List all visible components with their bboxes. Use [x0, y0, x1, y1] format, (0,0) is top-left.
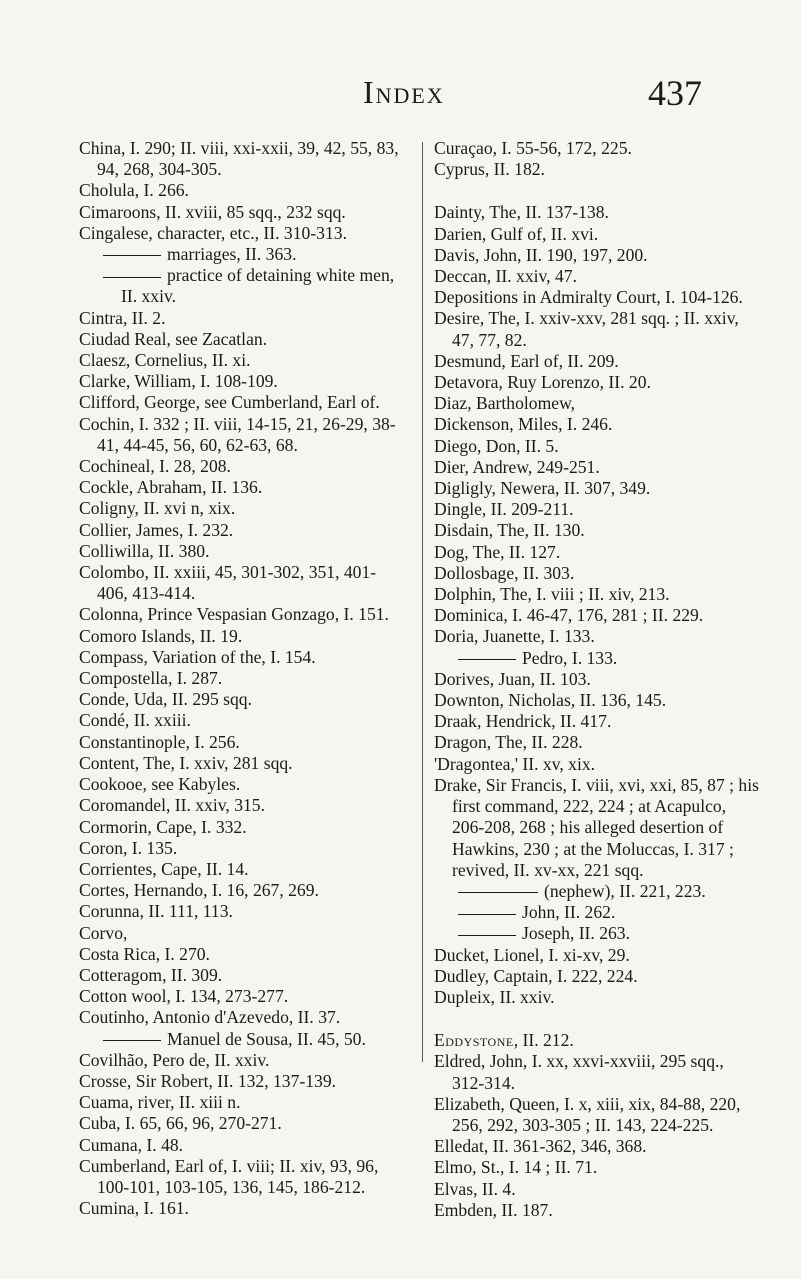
index-entry: Constantinople, I. 256.	[79, 731, 240, 752]
index-entry: Dier, Andrew, 249-251.	[434, 456, 600, 477]
index-entry: Dickenson, Miles, I. 246.	[434, 414, 613, 435]
index-entry: Cotteragom, II. 309.	[79, 964, 223, 985]
index-entry: Compass, Variation of the, I. 154.	[79, 646, 316, 667]
index-entry: Coromandel, II. xxiv, 315.	[79, 795, 266, 816]
index-entry: Deccan, II. xxiv, 47.	[434, 266, 577, 287]
index-entry: Embden, II. 187.	[434, 1199, 553, 1220]
index-entry: Davis, John, II. 190, 197, 200.	[434, 244, 648, 265]
index-entry: Corvo,	[79, 922, 128, 943]
index-entry: Elizabeth, Queen, I. x, xiii, xix, 84-88, 220, 256, 292, 303-305 ; II. 143, 224-225.	[434, 1093, 741, 1135]
index-subentry-text: (nephew), II. 221, 223.	[544, 880, 706, 901]
index-entry: Colliwilla, II. 380.	[79, 540, 210, 561]
index-entry: Coron, I. 135.	[79, 837, 178, 858]
index-entry: Compostella, I. 287.	[79, 668, 223, 689]
index-entry: Dainty, The, II. 137-138.	[434, 202, 609, 223]
index-entry: Coligny, II. xvi n, xix.	[79, 498, 236, 519]
index-entry: Ducket, Lionel, I. xi-xv, 29.	[434, 944, 630, 965]
ditto-dash	[458, 935, 516, 936]
index-entry: Downton, Nicholas, II. 136, 145.	[434, 690, 667, 711]
index-entry: Doria, Juanette, I. 133.	[434, 626, 595, 647]
index-entry-lead: Eddystone	[434, 1030, 514, 1051]
index-entry: Condé, II. xxiii.	[79, 710, 191, 731]
section-gap	[434, 1008, 760, 1030]
index-entry: Drake, Sir Francis, I. viii, xvi, xxi, 85, 87 ; his first command, 222, 224 ; at Acapulco, 206-208, 268 ; his alleged desertion of Hawkins, 230 ; at the Moluccas, I. 317 ; revived, II. xv-xx, 221 sqq.	[434, 774, 759, 880]
index-entry: Conde, Uda, II. 295 sqq.	[79, 689, 252, 710]
index-subentry-text: Joseph, II. 263.	[522, 923, 630, 944]
index-entry: Elvas, II. 4.	[434, 1178, 516, 1199]
index-entry: Dupleix, II. xxiv.	[434, 986, 555, 1007]
index-subentry	[434, 923, 760, 944]
index-entry: Covilhão, Pero de, II. xxiv.	[79, 1049, 270, 1070]
ditto-dash	[103, 1040, 161, 1041]
index-entry: Dollosbage, II. 303.	[434, 562, 575, 583]
index-entry: Ciudad Real, see Zacatlan.	[79, 328, 268, 349]
index-entry: Detavora, Ruy Lorenzo, II. 20.	[434, 372, 651, 393]
index-subentry	[79, 244, 402, 265]
index-entry: Cookooe, see Kabyles.	[79, 774, 241, 795]
index-entry: Dingle, II. 209-211.	[434, 499, 574, 520]
index-entry: Dolphin, The, I. viii ; II. xiv, 213.	[434, 584, 670, 605]
index-entry: Dorives, Juan, II. 103.	[434, 668, 591, 689]
ditto-dash	[458, 659, 516, 660]
index-subentry	[79, 1029, 402, 1050]
index-entry: Cumberland, Earl of, I. viii; II. xiv, 93, 96, 100-101, 103-105, 136, 145, 186-212.	[79, 1155, 379, 1197]
index-entry	[434, 1030, 760, 1051]
index-entry: Diego, Don, II. 5.	[434, 435, 559, 456]
index-entry: Cochineal, I. 28, 208.	[79, 456, 231, 477]
index-entry: Cingalese, character, etc., II. 310-313.	[79, 222, 347, 243]
index-entry: Elmo, St., I. 14 ; II. 71.	[434, 1157, 598, 1178]
index-entry: Disdain, The, II. 130.	[434, 520, 585, 541]
index-entry: Elledat, II. 361-362, 346, 368.	[434, 1136, 647, 1157]
index-entry: Cormorin, Cape, I. 332.	[79, 816, 247, 837]
index-entry: China, I. 290; II. viii, xxi-xxii, 39, 42, 55, 83, 94, 268, 304-305.	[79, 138, 399, 180]
index-entry: Cholula, I. 266.	[79, 180, 189, 201]
index-entry: Dudley, Captain, I. 222, 224.	[434, 965, 638, 986]
index-subentry-text: practice of detaining white men, II. xxiv.	[121, 265, 395, 307]
index-subentry	[79, 265, 402, 307]
index-entry: Desmund, Earl of, II. 209.	[434, 350, 619, 371]
column-divider	[422, 142, 423, 1062]
index-column-right	[434, 138, 760, 1221]
index-entry: Crosse, Sir Robert, II. 132, 137-139.	[79, 1070, 337, 1091]
index-entry: Content, The, I. xxiv, 281 sqq.	[79, 752, 293, 773]
index-subentry-text: Pedro, I. 133.	[522, 647, 618, 668]
ditto-dash	[458, 914, 516, 915]
ditto-dash	[103, 277, 161, 278]
page-header	[0, 74, 801, 124]
index-entry: Clifford, George, see Cumberland, Earl of.	[79, 392, 380, 413]
index-entry: Digligly, Newera, II. 307, 349.	[434, 478, 651, 499]
index-column-left	[79, 138, 402, 1219]
index-entry: Cintra, II. 2.	[79, 307, 166, 328]
index-subentry	[434, 881, 760, 902]
index-entry: Draak, Hendrick, II. 417.	[434, 711, 612, 732]
index-entry: Cuama, river, II. xiii n.	[79, 1092, 241, 1113]
ditto-dash	[458, 892, 538, 893]
index-entry: Dominica, I. 46-47, 176, 281 ; II. 229.	[434, 605, 704, 626]
index-entry: Colonna, Prince Vespasian Gonzago, I. 151.	[79, 604, 389, 625]
index-subentry-text: marriages, II. 363.	[167, 244, 297, 265]
index-entry: Cimaroons, II. xviii, 85 sqq., 232 sqq.	[79, 201, 346, 222]
page-title: Index	[363, 74, 445, 110]
index-entry: Collier, James, I. 232.	[79, 519, 234, 540]
index-entry: 'Dragontea,' II. xv, xix.	[434, 753, 596, 774]
index-entry: Corunna, II. 111, 113.	[79, 901, 233, 922]
index-entry: Cotton wool, I. 134, 273-277.	[79, 986, 289, 1007]
index-entry: Corrientes, Cape, II. 14.	[79, 858, 249, 879]
index-entry: Colombo, II. xxiii, 45, 301-302, 351, 401-406, 413-414.	[79, 562, 377, 604]
index-entry: Dog, The, II. 127.	[434, 541, 561, 562]
index-entry: Diaz, Bartholomew,	[434, 393, 576, 414]
index-subentry	[434, 648, 760, 669]
index-entry: Dragon, The, II. 228.	[434, 732, 583, 753]
index-subentry-text: John, II. 262.	[522, 902, 616, 923]
index-entry: Cumina, I. 161.	[79, 1198, 189, 1219]
index-entry: Costa Rica, I. 270.	[79, 943, 210, 964]
index-entry-text: , II. 212.	[513, 1030, 574, 1051]
index-subentry-text: Manuel de Sousa, II. 45, 50.	[167, 1028, 366, 1049]
index-entry: Cuba, I. 65, 66, 96, 270-271.	[79, 1113, 282, 1134]
index-entry: Cochin, I. 332 ; II. viii, 14-15, 21, 26-29, 38-41, 44-45, 56, 60, 62-63, 68.	[79, 413, 396, 455]
index-entry: Coutinho, Antonio d'Azevedo, II. 37.	[79, 1007, 341, 1028]
index-entry: Cumana, I. 48.	[79, 1134, 184, 1155]
index-entry: Comoro Islands, II. 19.	[79, 625, 243, 646]
index-entry: Darien, Gulf of, II. xvi.	[434, 223, 599, 244]
index-entry: Claesz, Cornelius, II. xi.	[79, 350, 251, 371]
ditto-dash	[103, 255, 161, 256]
section-gap	[434, 180, 760, 202]
index-entry: Cyprus, II. 182.	[434, 159, 545, 180]
index-entry: Eldred, John, I. xx, xxvi-xxviii, 295 sqq., 312-314.	[434, 1051, 724, 1093]
index-entry: Curaçao, I. 55-56, 172, 225.	[434, 138, 632, 158]
index-entry: Depositions in Admiralty Court, I. 104-126.	[434, 287, 743, 308]
index-entry: Cockle, Abraham, II. 136.	[79, 477, 263, 498]
index-subentry	[434, 902, 760, 923]
index-entry: Desire, The, I. xxiv-xxv, 281 sqq. ; II. xxiv, 47, 77, 82.	[434, 308, 739, 350]
index-entry: Clarke, William, I. 108-109.	[79, 371, 278, 392]
page-number: 437	[648, 73, 702, 113]
index-entry: Cortes, Hernando, I. 16, 267, 269.	[79, 880, 319, 901]
